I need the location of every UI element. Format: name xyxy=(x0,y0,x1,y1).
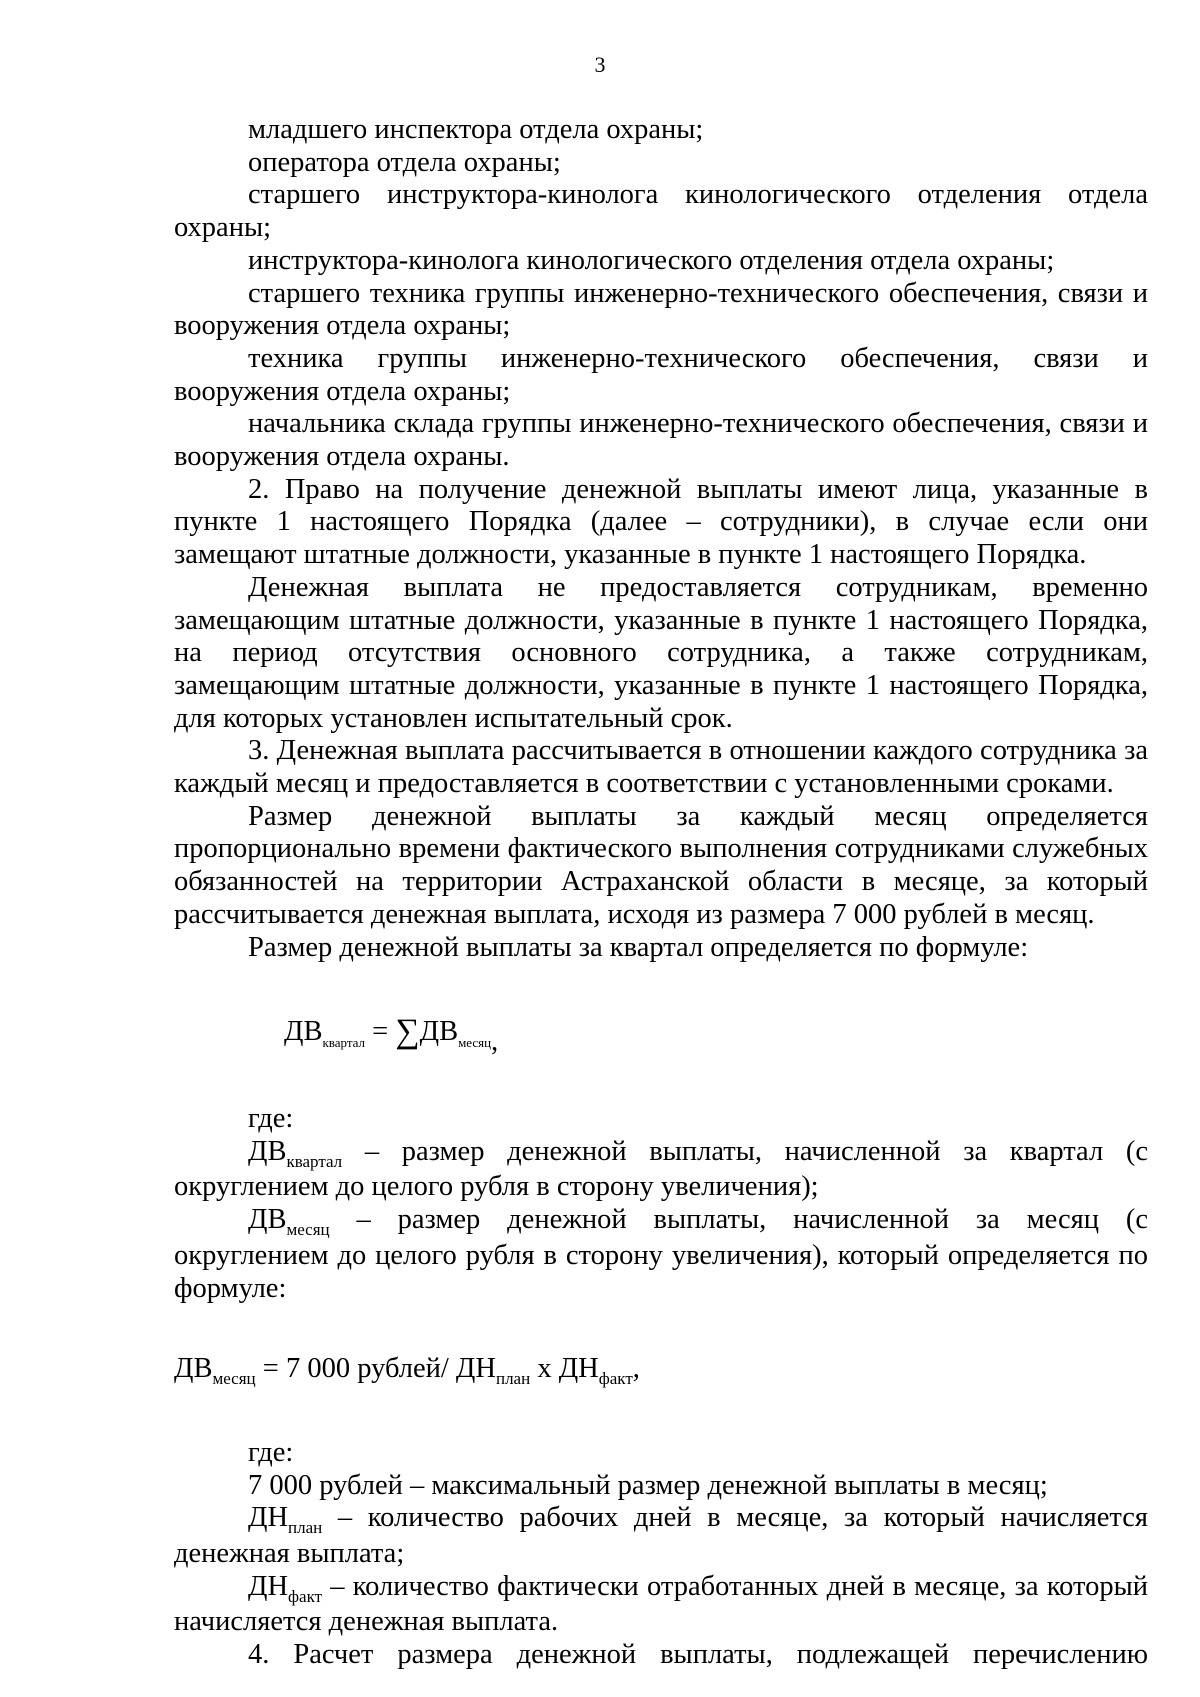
paragraph-item-4: 4. Расчет размера денежной выплаты, подлежащей перечислению xyxy=(248,1639,1148,1671)
definition-dv-quarter xyxy=(174,1136,1148,1204)
page-number: 3 xyxy=(594,52,606,77)
paragraph: Размер денежной выплаты за каждый месяц определяется пропорционально времени фактического выполнения сотрудниками служебных обязанностей на территории Астраханской области в месяце, за который рассчитывается денежная выплата, исходя из размера 7 000 рублей в месяц. xyxy=(174,800,1148,930)
paragraph-item-2: 2. Право на получение денежной выплаты имеют лица, указанные в пункте 1 настоящего Порядка (далее – сотрудники), в случае если они замещают штатные должности, указанные в пункте 1 настоящего Порядка. xyxy=(174,473,1148,571)
definition-symbol: ДН xyxy=(248,1502,289,1534)
formula-multiply: х ДН xyxy=(530,1353,599,1385)
definition-7000: 7 000 рублей – максимальный размер денежной выплаты в месяц; xyxy=(248,1469,1048,1501)
definition-symbol: ДВ xyxy=(248,1135,287,1167)
paragraph: Размер денежной выплаты за квартал определяется по формуле: xyxy=(248,931,1029,963)
formula-subscript: факт xyxy=(598,1369,633,1389)
formula-comma: , xyxy=(491,1026,499,1058)
where-label: где: xyxy=(248,1436,294,1468)
definition-text: – размер денежной выплаты, начисленной за квартал (с округлением до целого рубля в сторону увеличения); xyxy=(174,1135,1148,1203)
where-label: где: xyxy=(248,1102,294,1134)
formula-symbol: ДВ xyxy=(419,1016,459,1048)
definition-text: – количество фактически отработанных дней в месяце, за который начисляется денежная выплата. xyxy=(174,1570,1148,1638)
formula-subscript: месяц xyxy=(212,1369,256,1389)
definition-text: – размер денежной выплаты, начисленной за месяц (с округлением до целого рубля в сторону увеличения), который определяется по формуле: xyxy=(174,1204,1148,1304)
paragraph-item-3: 3. Денежная выплата рассчитывается в отношении каждого сотрудника за каждый месяц и предоставляется в соответствии с установленными сроками. xyxy=(174,735,1148,800)
definition-symbol: ДВ xyxy=(248,1204,287,1236)
definition-subscript: квартал xyxy=(286,1151,343,1171)
document-body xyxy=(174,114,1148,1672)
definition-text: – количество рабочих дней в месяце, за который начисляется денежная выплата; xyxy=(174,1502,1148,1570)
formula-subscript: план xyxy=(495,1369,531,1389)
formula-month xyxy=(174,1353,1148,1389)
paragraph: оператора отдела охраны; xyxy=(248,146,561,178)
definition-subscript: месяц xyxy=(286,1220,330,1240)
formula-subscript: квартал xyxy=(322,1035,366,1051)
paragraph: техника группы инженерно-технического обеспечения, связи и вооружения отдела охраны; xyxy=(174,342,1148,407)
definition-dv-month xyxy=(174,1204,1148,1305)
formula-equals: = xyxy=(372,1016,389,1048)
formula-subscript: месяц xyxy=(458,1035,492,1051)
formula-symbol: ДВ xyxy=(284,1016,323,1048)
definition-subscript: план xyxy=(288,1518,323,1538)
paragraph: Денежная выплата не предоставляется сотрудникам, временно замещающим штатные должности, указанные в пункте 1 настоящего Порядка, на период отсутствия основного сотрудника, а также сотрудникам, замещающим штатные должности, указанные в пункте 1 настоящего Порядка, для которых установлен испытательный срок. xyxy=(174,571,1148,734)
paragraph: старшего техника группы инженерно-технического обеспечения, связи и вооружения отдела охраны; xyxy=(174,277,1148,342)
formula-symbol: ДВ xyxy=(174,1353,213,1385)
paragraph: начальника склада группы инженерно-технического обеспечения, связи и вооружения отдела охраны. xyxy=(174,408,1148,473)
sum-symbol: ∑ xyxy=(395,1013,420,1051)
formula-comma: , xyxy=(632,1353,640,1385)
paragraph: инструктора-кинолога кинологического отделения отдела охраны; xyxy=(248,244,1055,276)
paragraph: старшего инструктора-кинолога кинологического отделения отдела охраны; xyxy=(174,179,1148,244)
definition-dn-plan xyxy=(174,1502,1148,1570)
definition-subscript: факт xyxy=(288,1586,323,1606)
formula-quarter xyxy=(174,1013,1148,1058)
formula-middle: = 7 000 рублей/ ДН xyxy=(255,1353,496,1385)
definition-dn-fact xyxy=(174,1571,1148,1639)
definition-symbol: ДН xyxy=(248,1570,289,1602)
paragraph: младшего инспектора отдела охраны; xyxy=(248,114,704,145)
